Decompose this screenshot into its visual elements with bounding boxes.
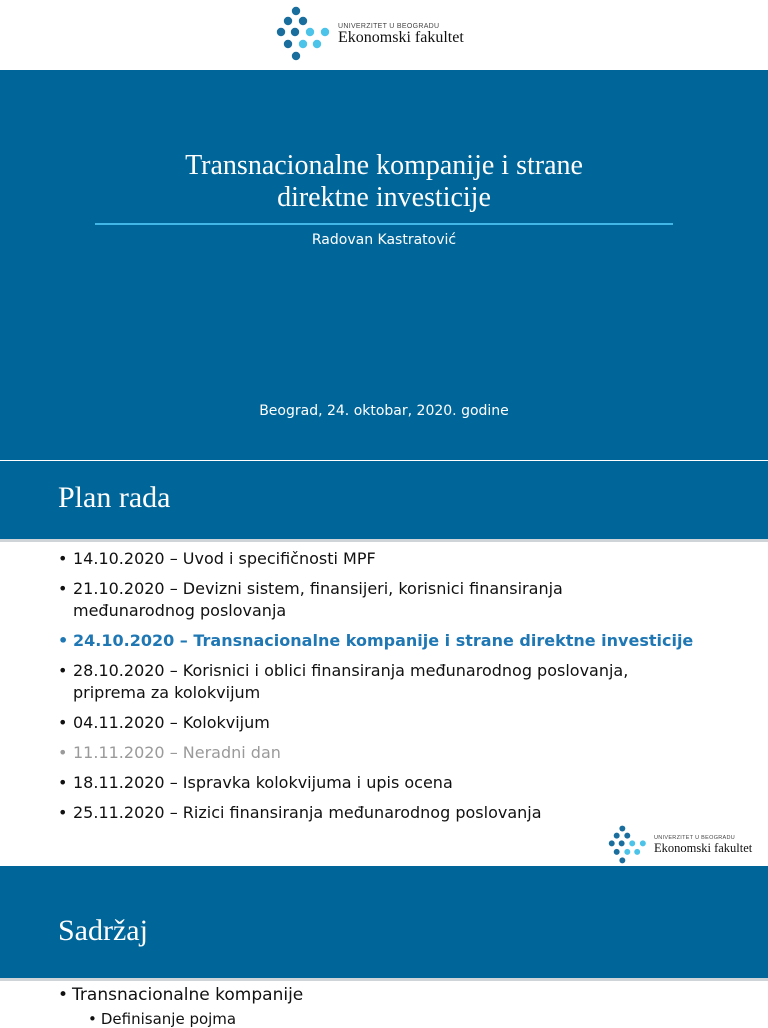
bullet-icon: • bbox=[58, 661, 68, 680]
plan-item-text: 04.11.2020 – Kolokvijum bbox=[73, 713, 270, 732]
bullet-icon: • bbox=[58, 631, 69, 650]
page-header bbox=[0, 0, 768, 70]
plan-heading: Plan rada bbox=[58, 481, 171, 514]
title-slide bbox=[0, 70, 768, 460]
plan-list bbox=[58, 548, 698, 832]
contents-item bbox=[58, 985, 303, 1005]
contents-heading: Sadržaj bbox=[58, 914, 148, 947]
slide-title-line1: Transnacionalne kompanije i strane bbox=[185, 150, 583, 181]
logo-faculty-text: Ekonomski fakultet bbox=[338, 29, 464, 47]
bullet-icon: • bbox=[58, 985, 69, 1005]
plan-item bbox=[58, 660, 698, 704]
plan-item-text: 18.11.2020 – Ispravka kolokvijuma i upis ocena bbox=[73, 773, 453, 792]
slide-title-line2: direktne investicije bbox=[277, 182, 491, 213]
plan-item-text: 11.11.2020 – Neradni dan bbox=[73, 743, 281, 762]
logo-faculty-text: Ekonomski fakultet bbox=[654, 840, 753, 855]
plan-item-text: 25.11.2020 – Rizici finansiranja međunarodnog poslovanja bbox=[73, 803, 542, 822]
logo-university-text: UNIVERZITET U BEOGRADU bbox=[338, 22, 440, 30]
bullet-icon: • bbox=[58, 803, 68, 822]
plan-item-text: 14.10.2020 – Uvod i specifičnosti MPF bbox=[73, 549, 376, 568]
plan-slide-header bbox=[0, 461, 768, 539]
bullet-icon: • bbox=[58, 713, 68, 732]
slide-author: Radovan Kastratović bbox=[311, 232, 457, 248]
plan-item bbox=[58, 712, 698, 734]
plan-item-muted bbox=[58, 742, 698, 764]
logo-dots-icon bbox=[608, 825, 648, 866]
plan-item bbox=[58, 802, 698, 824]
slide-title bbox=[0, 150, 768, 214]
plan-divider bbox=[0, 539, 768, 542]
faculty-logo-small bbox=[608, 825, 752, 866]
contents-item-text: Transnacionalne kompanije bbox=[72, 985, 304, 1005]
bullet-icon: • bbox=[88, 1010, 97, 1028]
logo-university-text: UNIVERZITET U BEOGRADU bbox=[654, 835, 736, 842]
plan-item bbox=[58, 578, 698, 622]
plan-item-text: 28.10.2020 – Korisnici i oblici finansiranja međunarodnog poslovanja, bbox=[73, 661, 629, 680]
logo-dots-icon bbox=[276, 6, 332, 64]
bullet-icon: • bbox=[58, 549, 68, 568]
plan-item bbox=[58, 772, 698, 794]
contents-subitem-text: Definisanje pojma bbox=[100, 1010, 237, 1028]
faculty-logo bbox=[276, 6, 464, 64]
plan-item-text: 24.10.2020 – Transnacionalne kompanije i strane direktne investicije bbox=[73, 631, 694, 650]
bullet-icon: • bbox=[58, 773, 68, 792]
slide-date: Beograd, 24. oktobar, 2020. godine bbox=[259, 403, 509, 419]
plan-item bbox=[58, 548, 698, 570]
plan-item-text-cont: priprema za kolokvijum bbox=[73, 683, 261, 702]
contents-slide-header bbox=[0, 866, 768, 978]
plan-item-current bbox=[58, 630, 698, 652]
bullet-icon: • bbox=[58, 579, 68, 598]
title-divider bbox=[95, 223, 673, 225]
contents-subitem bbox=[88, 1010, 236, 1028]
contents-divider bbox=[0, 978, 768, 981]
plan-item-text-cont: međunarodnog poslovanja bbox=[73, 601, 287, 620]
plan-item-text: 21.10.2020 – Devizni sistem, finansijeri, korisnici finansiranja bbox=[73, 579, 563, 598]
bullet-icon: • bbox=[58, 743, 68, 762]
